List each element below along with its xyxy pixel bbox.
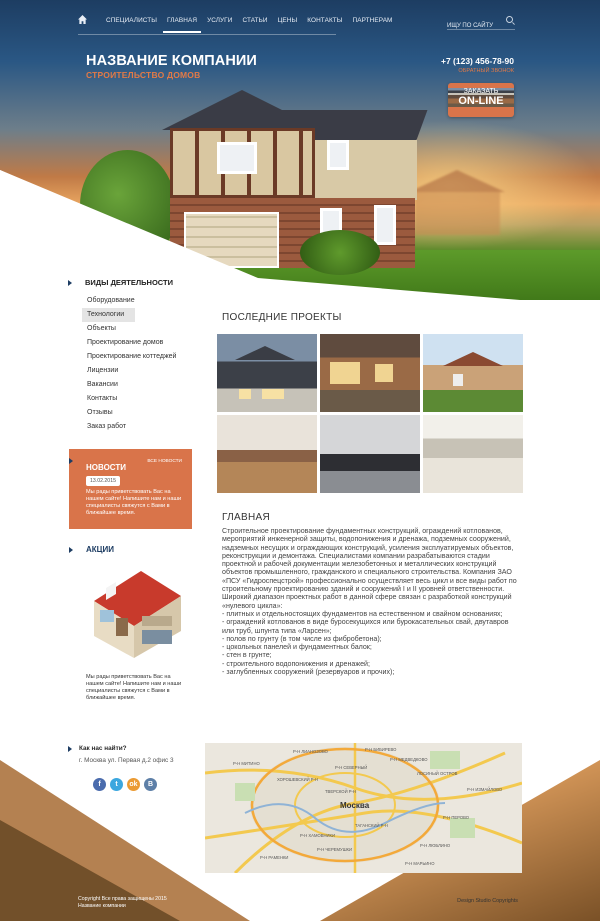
copyright: [78, 896, 167, 909]
callback-link[interactable]: ОБРАТНЫЙ ЗВОНОК: [458, 68, 514, 74]
activities-title: ВИДЫ ДЕЯТЕЛЬНОСТИ: [85, 278, 174, 287]
sidebar-item-licenses[interactable]: Лицензии: [87, 367, 119, 374]
map-label: Р-Н ИЗМАЙЛОВО: [467, 787, 503, 792]
activities-menu: [82, 294, 198, 434]
search-placeholder: ИЩУ ПО САЙТУ: [447, 23, 494, 29]
order-button-line1: ЗАКАЗАТЬ: [448, 88, 514, 95]
map-label: Р-Н ПЕРОВО: [443, 815, 470, 820]
news-date: 13.02.2015: [86, 476, 120, 486]
project-thumbnail[interactable]: [320, 334, 420, 412]
map-label: Р-Н БИБИРЕВО: [365, 747, 397, 752]
body-list-item: - плитных и отдельностоящих фундаментов на естественном и свайном основаниях;: [222, 609, 503, 618]
projects-heading: ПОСЛЕДНИЕ ПРОЕКТЫ: [222, 312, 342, 323]
sidebar-item-cottage-design[interactable]: Проектирование коттеджей: [87, 353, 177, 360]
map-label: Р-Н ЛЮБЛИНО: [420, 843, 451, 848]
location-map[interactable]: [205, 743, 522, 873]
search-icon[interactable]: [506, 16, 513, 23]
news-widget: [69, 449, 192, 529]
sidebar-item-house-design[interactable]: Проектирование домов: [87, 339, 164, 346]
design-credit[interactable]: Design Studio Copyrights: [457, 898, 518, 904]
projects-gallery: [217, 334, 523, 494]
map-label: Р-Н ЛИАНОЗОВО: [293, 749, 328, 754]
body-list-item: - стен в грунте;: [222, 651, 272, 660]
nav-item-home[interactable]: ГЛАВНАЯ: [167, 17, 198, 24]
search-input[interactable]: [447, 14, 515, 30]
sidebar-item-equipment[interactable]: Оборудование: [87, 297, 135, 304]
social-links: [93, 778, 161, 791]
sidebar-item-contacts[interactable]: Контакты: [87, 395, 118, 402]
find-us-heading: [68, 745, 174, 752]
nav-item-services[interactable]: УСЛУГИ: [207, 17, 233, 24]
promo-heading: [69, 545, 194, 554]
twitter-icon[interactable]: t: [110, 778, 123, 791]
nav-item-prices[interactable]: ЦЕНЫ: [277, 17, 298, 24]
sidebar-item-vacancies[interactable]: Вакансии: [87, 381, 118, 388]
nav-item-partners[interactable]: ПАРТНЕРАМ: [352, 17, 393, 24]
promo-house-cutaway-image[interactable]: [86, 566, 184, 661]
see-all-projects-link[interactable]: СМОТРЕТЬ ВСЕ ПРОЕКТЫ: [444, 318, 520, 324]
company-name-footer: Название компании: [78, 902, 126, 909]
home-icon[interactable]: [78, 15, 87, 24]
sidebar-item-reviews[interactable]: Отзывы: [87, 409, 113, 416]
address: г. Москва ул. Первая д.2 офис 3: [79, 757, 174, 764]
page-body-text: [222, 527, 522, 676]
sidebar-item-order-works[interactable]: Заказ работ: [87, 423, 127, 430]
body-list-item: - ограждений котлованов в виде буросекущихся или бурокасательных свай, двутавров или труб, шпунта типа «Ларсен»;: [222, 618, 509, 635]
project-thumbnail[interactable]: [320, 415, 420, 493]
map-label: Р-Н МИТИНО: [233, 761, 260, 766]
map-label: ТАГАНСКИЙ Р-Н: [355, 823, 388, 828]
nav-menu: [106, 17, 402, 24]
page-title: ГЛАВНАЯ: [222, 512, 270, 523]
nav-item-specialists[interactable]: СПЕЦИАЛИСТЫ: [106, 17, 158, 24]
news-title: НОВОСТИ: [86, 463, 127, 472]
map-label: Р-Н МАРЬИНО: [405, 861, 435, 866]
body-list-item: - строительного водопонижения и дренажей;: [222, 659, 370, 668]
map-label: ЛОСИНЫЙ ОСТРОВ: [417, 771, 458, 776]
nav-item-contacts[interactable]: КОНТАКТЫ: [307, 17, 343, 24]
map-label: Р-Н СЕВЕРНЫЙ: [335, 765, 368, 770]
sidebar-item-objects[interactable]: Объекты: [87, 325, 116, 332]
promo-widget: [69, 545, 194, 702]
odnoklassniki-icon[interactable]: ok: [127, 778, 140, 791]
find-us-title: Как нас найти?: [79, 745, 127, 752]
map-label: Р-Н ЧЕРЕМУШКИ: [317, 847, 352, 852]
company-subtitle: СТРОИТЕЛЬСТВО ДОМОВ: [86, 70, 201, 80]
phone-number[interactable]: +7 (123) 456-78-90: [440, 56, 514, 66]
project-thumbnail[interactable]: [423, 334, 523, 412]
map-label: Р-Н МЕДВЕДКОВО: [390, 757, 428, 762]
body-paragraph: Широкий диапазон проектных работ в данной сфере связан с разработкой конструкций «нулевого цикла»:: [222, 593, 512, 610]
promo-title: АКЦИИ: [86, 545, 115, 554]
body-list-item: - цокольных панелей и фундаментных балок;: [222, 643, 372, 652]
sidebar-item-technologies[interactable]: Технологии: [82, 308, 135, 322]
all-news-link[interactable]: ВСЕ НОВОСТИ: [147, 459, 182, 464]
project-thumbnail[interactable]: [217, 334, 317, 412]
brand: [86, 53, 257, 80]
promo-text: Мы рады приветствовать Вас на нашем сайте! Напишите нам и наши специалисты свяжутся с Вами в ближайшее время.: [86, 674, 182, 701]
map-label: Р-Н ХАМОВНИКИ: [300, 833, 335, 838]
phone-block: [441, 56, 514, 74]
facebook-icon[interactable]: f: [93, 778, 106, 791]
nav-item-articles[interactable]: СТАТЬИ: [242, 17, 268, 24]
body-paragraph: Строительное проектирование фундаментных конструкций, ограждений котлованов, мероприятий инженерной защиты, водопонижения и дренажа, подземных сооружений, надземных несущих и ограждающих конструкций, усиления эксплуатируемых объектов, реконструкции и демонтажа. Специалистами компании разрабатываются стадии проектной и рабочей документации железобетонных и металлических конструкций объектов промышленного, гражданского и специального строительства. Компания ЗАО «ПСУ «Гидроспецстрой» профессионально осуществляет весь цикл и все виды работ по строительному проектированию зданий и сооружений I и II уровней ответственности.: [222, 527, 517, 594]
bullet-triangle-icon: [68, 280, 72, 286]
sidebar: [68, 278, 198, 434]
map-city-label: Москва: [340, 801, 370, 810]
body-list-item: - заглубленных сооружений (резервуаров и прочих);: [222, 668, 395, 677]
order-button-line2: ON-LINE: [448, 95, 514, 107]
map-label: Р-Н РАМЕНКИ: [260, 855, 289, 860]
vkontakte-icon[interactable]: B: [144, 778, 157, 791]
body-list-item: - полов по грунту (в том числе из фибробетона);: [222, 634, 382, 643]
map-label: ТВЕРСКОЙ Р-Н: [325, 789, 356, 794]
bullet-triangle-icon: [68, 746, 72, 752]
find-us-block: [68, 745, 174, 764]
order-online-button[interactable]: [448, 83, 514, 117]
company-name: НАЗВАНИЕ КОМПАНИИ: [86, 53, 257, 69]
activities-heading: [68, 278, 198, 287]
nav-divider: [78, 34, 336, 35]
copyright-line: Copyright Все права защищены 2015: [78, 896, 167, 902]
top-navigation: [0, 0, 600, 40]
news-text[interactable]: Мы рады приветствовать Вас на нашем сайте! Напишите нам и наши специалисты свяжутся с Вами в ближайшее время.: [86, 489, 182, 516]
project-thumbnail[interactable]: [423, 415, 523, 493]
project-thumbnail[interactable]: [217, 415, 317, 493]
bullet-triangle-icon: [69, 547, 73, 553]
map-label: ХОРОШЕВСКИЙ Р-Н: [277, 777, 319, 782]
